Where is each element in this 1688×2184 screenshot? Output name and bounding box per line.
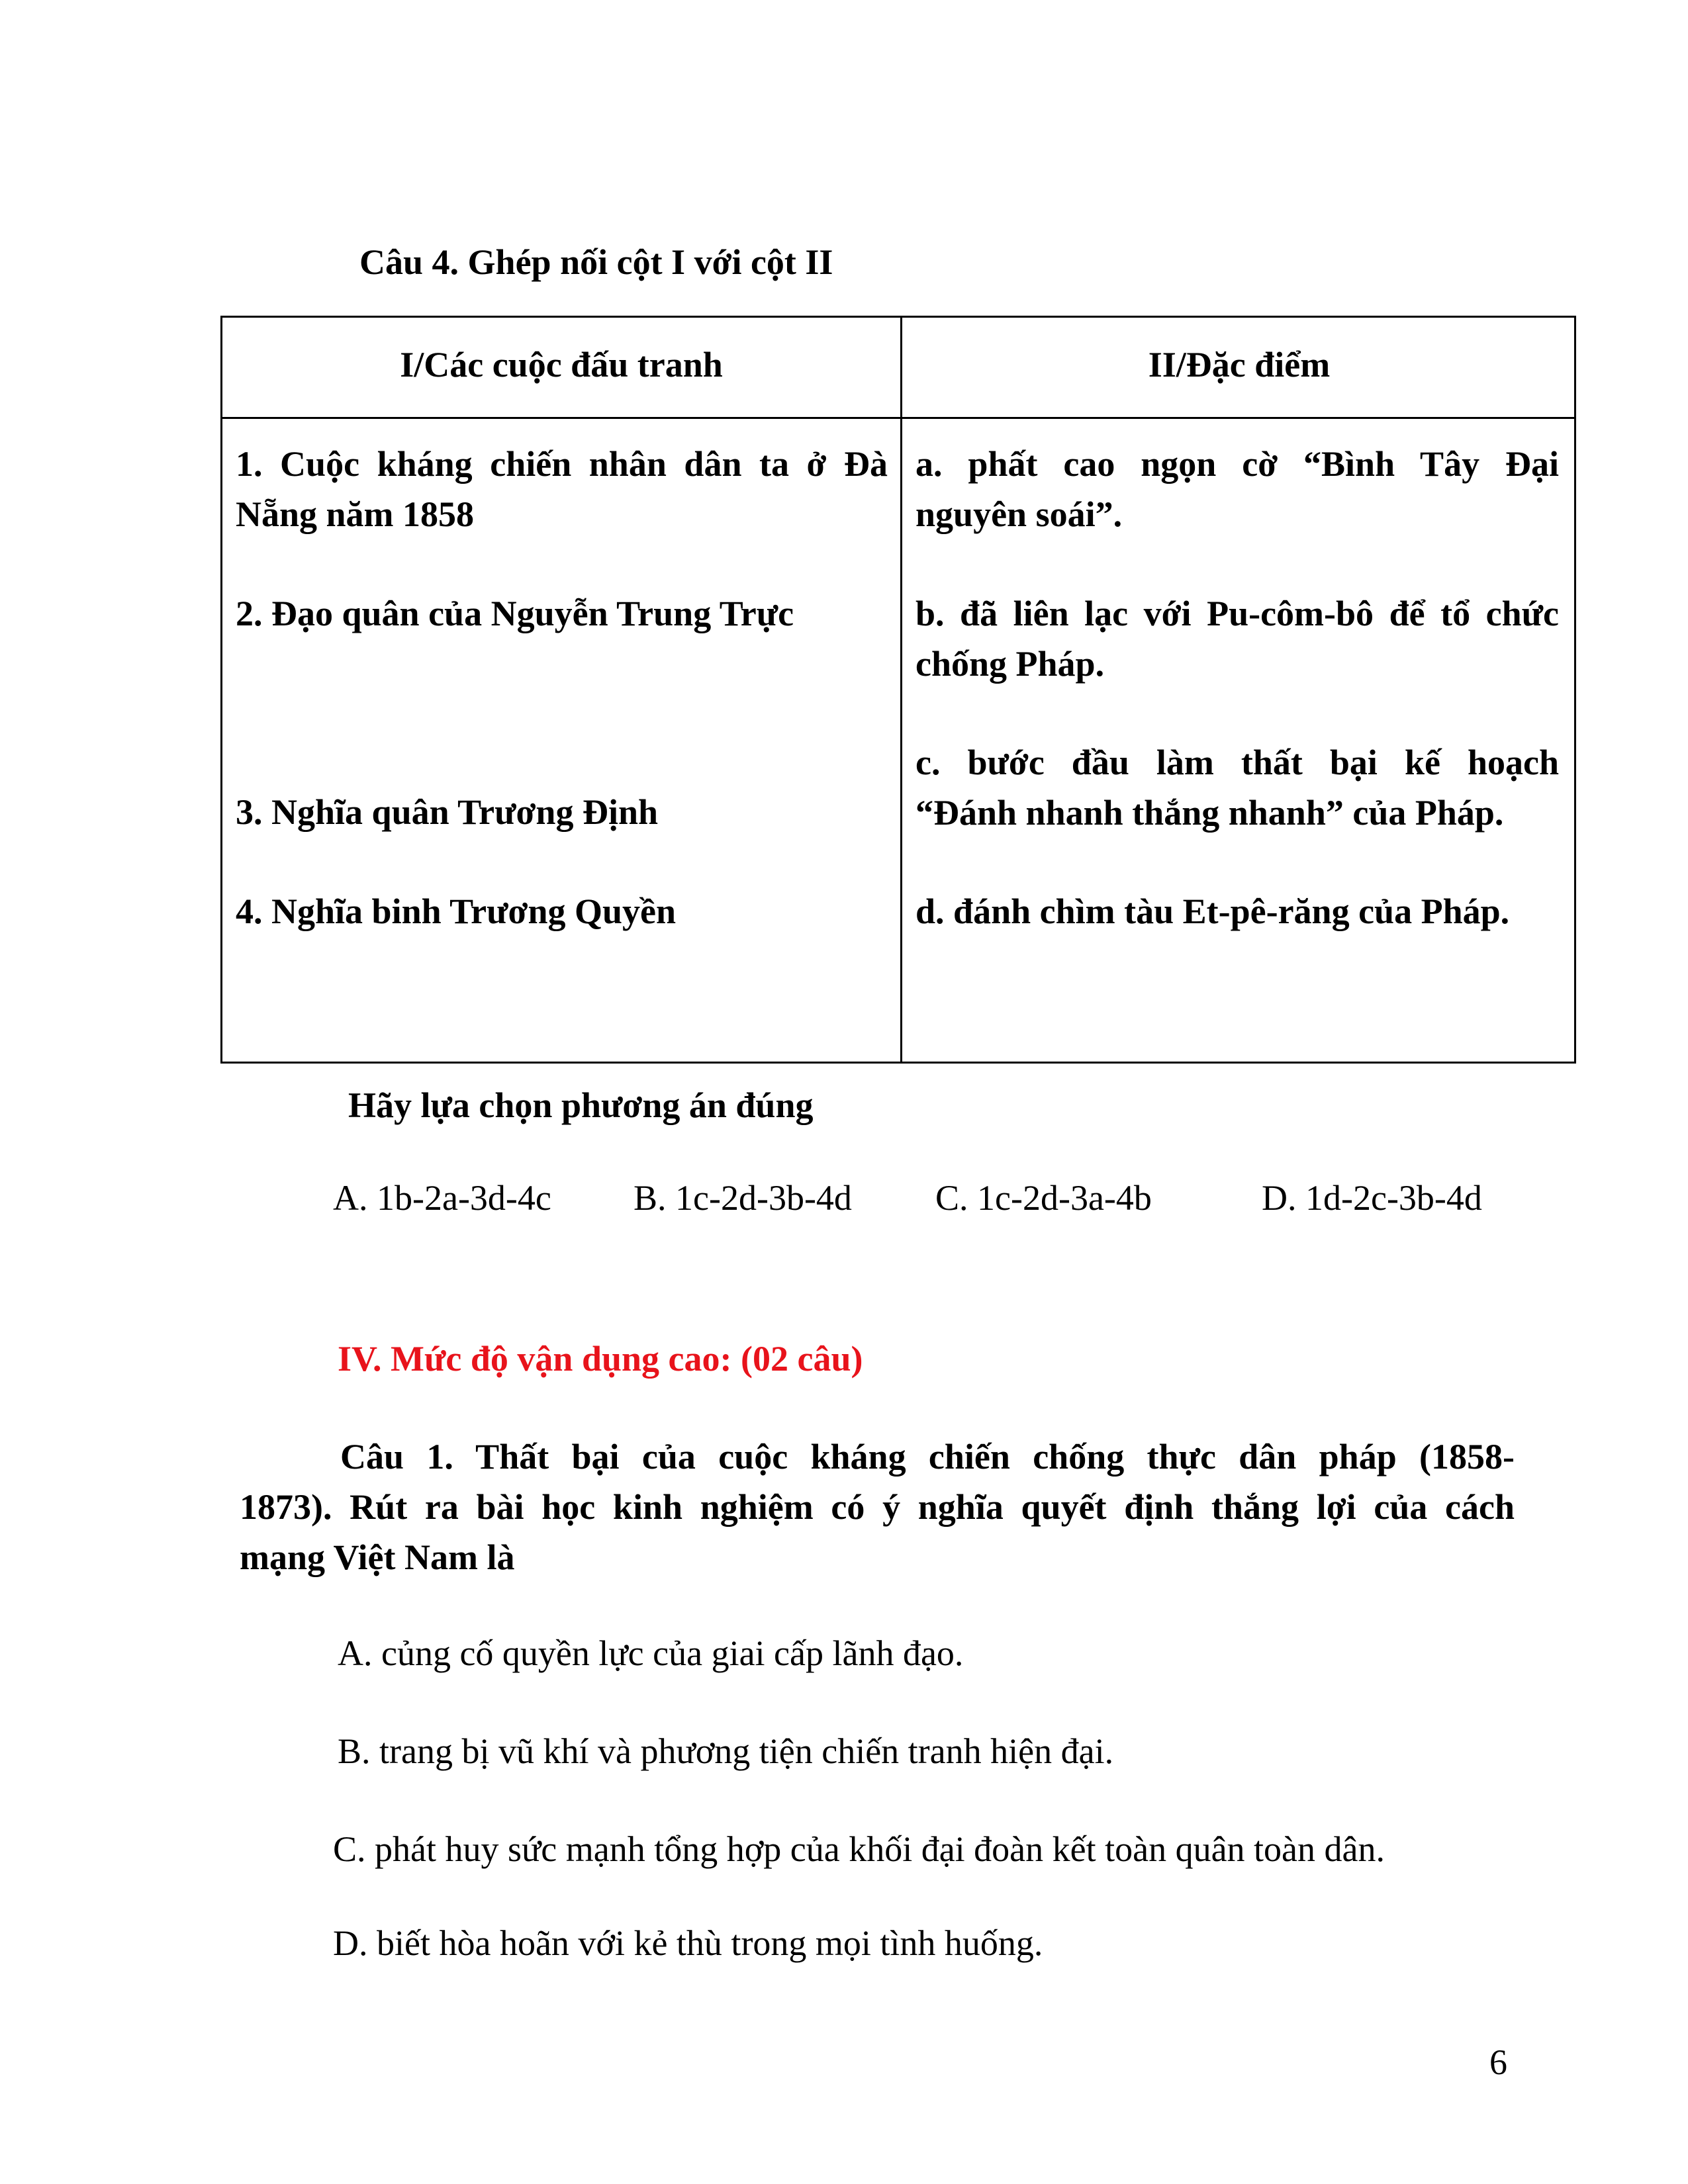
matching-table [220, 316, 1576, 1064]
q4-option-c: C. 1c-2d-3a-4b [935, 1178, 1152, 1218]
col2-item-a [915, 439, 1559, 539]
section-heading: IV. Mức độ vận dụng cao: (02 câu) [338, 1339, 863, 1379]
col2-header: II/Đặc điểm [1148, 345, 1331, 385]
table-header-divider [222, 417, 1574, 419]
q4-option-a: A. 1b-2a-3d-4c [333, 1178, 551, 1218]
col1-item-1-line-2: Nẵng năm 1858 [236, 494, 475, 534]
col1-item-3: 3. Nghĩa quân Trương Định [236, 792, 659, 832]
question-1-line-1: Câu 1. Thất bại của cuộc kháng chiến chống thực dân pháp (1858- [340, 1437, 1515, 1477]
col1-header: I/Các cuộc đấu tranh [400, 345, 723, 385]
col2-item-c [915, 737, 1559, 838]
table-column-divider [900, 318, 902, 1062]
q1-option-a: A. củng cố quyền lực của giai cấp lãnh đạo. [338, 1633, 964, 1673]
question-1-line-2: 1873). Rút ra bài học kinh nghiệm có ý nghĩa quyết định thắng lợi của cách [240, 1487, 1515, 1527]
col2-item-b-line-2: chống Pháp. [915, 644, 1105, 684]
col2-item-c-line-1: c. bước đầu làm thất bại kế hoạch [915, 743, 1559, 782]
q4-option-b: B. 1c-2d-3b-4d [633, 1178, 852, 1218]
question-4-prompt: Hãy lựa chọn phương án đúng [348, 1085, 814, 1125]
col2-item-b-line-1: b. đã liên lạc với Pu-côm-bô để tổ chức [915, 594, 1559, 633]
q1-option-c: C. phát huy sức mạnh tổng hợp của khối đại đoàn kết toàn quân toàn dân. [333, 1829, 1385, 1869]
page-number: 6 [1489, 2042, 1507, 2082]
col2-item-c-line-2: “Đánh nhanh thắng nhanh” của Pháp. [915, 793, 1504, 833]
col2-item-a-line-2: nguyên soái”. [915, 494, 1123, 534]
col1-item-2: 2. Đạo quân của Nguyễn Trung Trực [236, 594, 794, 633]
q1-option-d: D. biết hòa hoãn với kẻ thù trong mọi tình huống. [333, 1923, 1043, 1963]
question-1-text [240, 1432, 1515, 1582]
col2-item-b [915, 588, 1559, 689]
question-1-line-3: mạng Việt Nam là [240, 1537, 515, 1577]
col1-item-4: 4. Nghĩa binh Trương Quyền [236, 891, 677, 931]
q4-option-d: D. 1d-2c-3b-4d [1262, 1178, 1482, 1218]
q1-option-b: B. trang bị vũ khí và phương tiện chiến tranh hiện đại. [338, 1731, 1114, 1771]
col2-item-d: d. đánh chìm tàu Et-pê-răng của Pháp. [915, 891, 1510, 931]
col2-item-a-line-1: a. phất cao ngọn cờ “Bình Tây Đại [915, 444, 1559, 484]
question-4-title: Câu 4. Ghép nối cột I với cột II [359, 242, 833, 282]
col1-item-1 [236, 439, 888, 539]
col1-item-1-line-1: 1. Cuộc kháng chiến nhân dân ta ở Đà [236, 444, 888, 484]
